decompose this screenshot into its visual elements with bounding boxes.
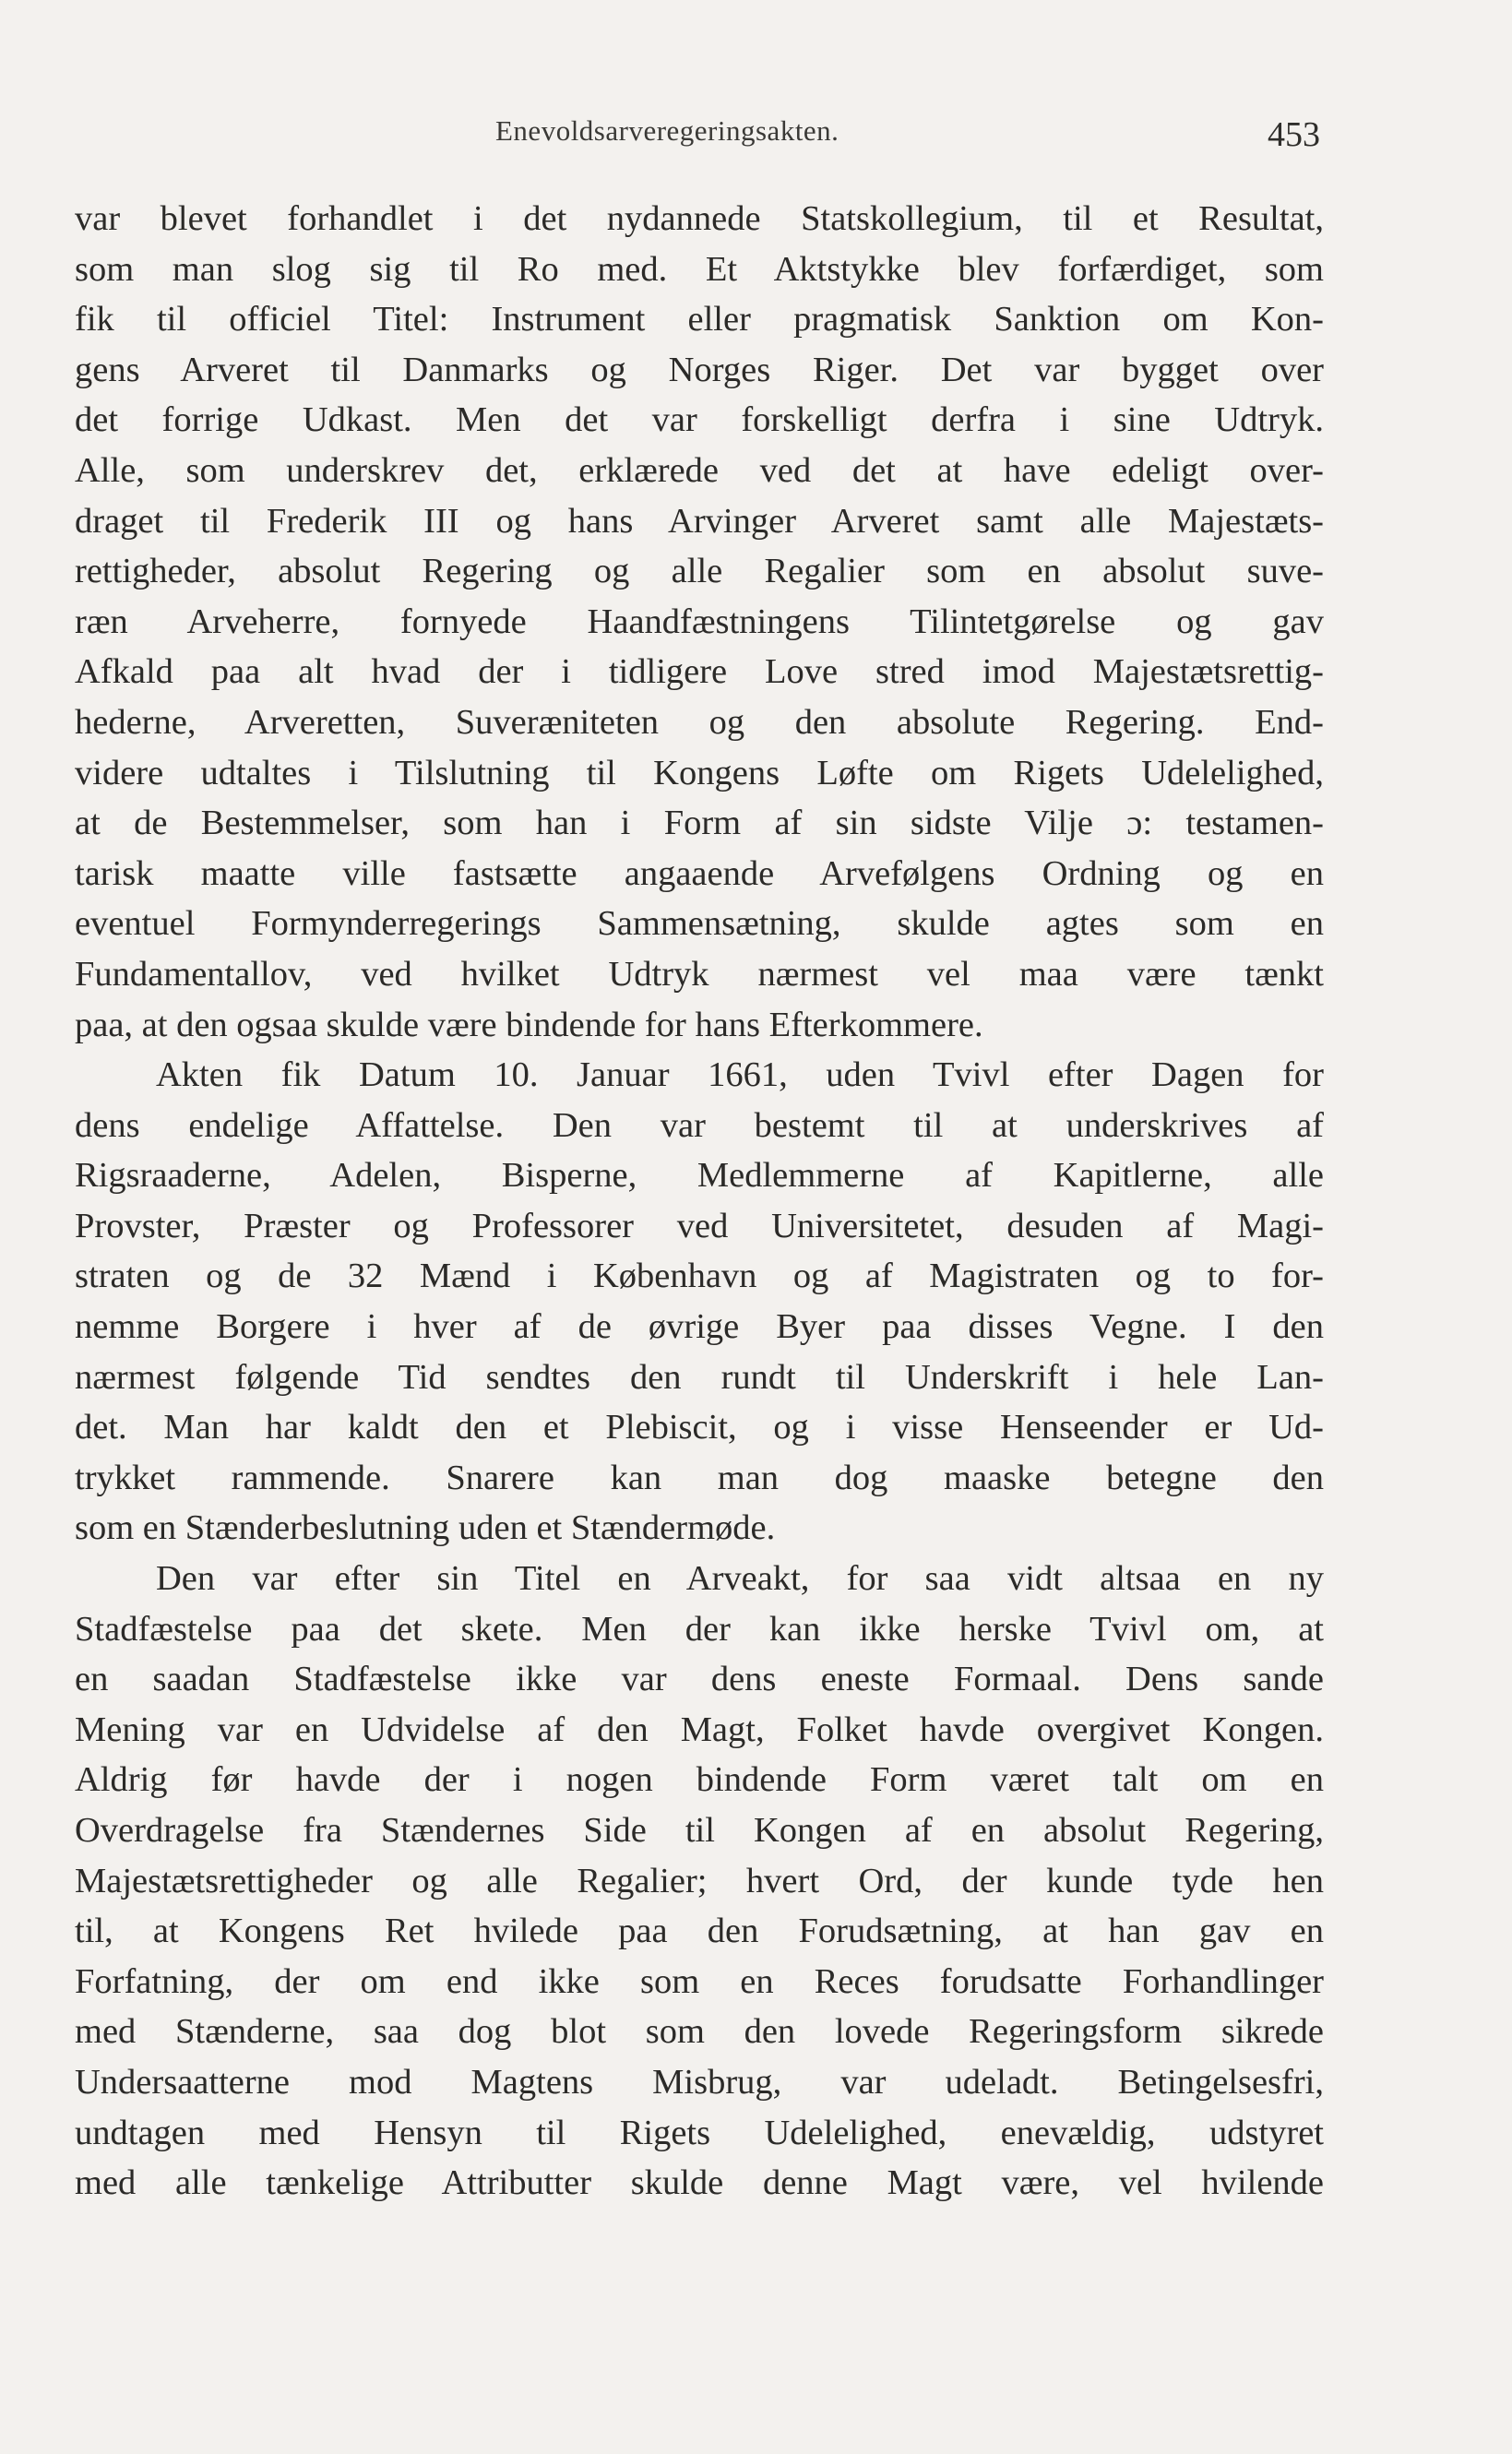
text-line: til, at Kongens Ret hvilede paa den Forudsætning, at han gav en [75,1912,1324,1951]
text-line: det forrige Udkast. Men det var forskelligt derfra i sine Udtryk. [75,400,1324,440]
text-line: paa, at den ogsaa skulde være bindende for hans Efterkommere. [75,1005,983,1044]
running-title: Enevoldsarveregeringsakten. [495,114,839,147]
text-line: gens Arveret til Danmarks og Norges Riger. Det var bygget over [75,350,1324,389]
text-line: Provster, Præster og Professorer ved Universitetet, desuden af Magi- [75,1206,1324,1245]
text-line: Majestætsrettigheder og alle Regalier; hvert Ord, der kunde tyde hen [75,1861,1324,1900]
text-line: trykket rammende. Snarere kan man dog maaske betegne den [75,1458,1324,1497]
text-line: dens endelige Affattelse. Den var bestemt til at underskrives af [75,1105,1324,1145]
text-line: Stadfæstelse paa det skete. Men der kan ikke herske Tvivl om, at [75,1609,1324,1649]
text-line: Forfatning, der om end ikke som en Reces forudsatte Forhandlinger [75,1961,1324,2001]
text-line: Undersaatterne mod Magtens Misbrug, var udeladt. Betingelsesfri, [75,2062,1324,2102]
text-line: med Stænderne, saa dog blot som den lovede Regeringsform sikrede [75,2012,1324,2052]
body-text [75,194,1324,2209]
text-line: videre udtaltes i Tilslutning til Kongens Løfte om Rigets Udelelighed, [75,753,1324,792]
text-line: en saadan Stadfæstelse ikke var dens eneste Formaal. Dens sande [75,1660,1324,1699]
text-line: Alle, som underskrev det, erklærede ved det at have edeligt over- [75,450,1324,490]
text-line: Afkald paa alt hvad der i tidligere Love stred imod Majestætsrettig- [75,652,1324,692]
text-line: som en Stænderbeslutning uden et Stændermøde. [75,1508,776,1548]
text-line: det. Man har kaldt den et Plebiscit, og i visse Henseender er Ud- [75,1408,1324,1447]
text-line: at de Bestemmelser, som han i Form af sin sidste Vilje ɔ: testamen- [75,804,1324,843]
text-line: var blevet forhandlet i det nydannede Statskollegium, til et Resultat, [75,199,1324,238]
text-line: straten og de 32 Mænd i København og af Magistraten og to for- [75,1257,1324,1296]
text-line: ræn Arveherre, fornyede Haandfæstningens Tilintetgørelse og gav [75,602,1324,641]
text-line: rettigheder, absolut Regering og alle Regalier som en absolut suve- [75,552,1324,591]
text-line: hederne, Arveretten, Suveræniteten og den absolute Regering. End- [75,702,1324,742]
text-line: Aldrig før havde der i nogen bindende Form været talt om en [75,1760,1324,1800]
text-line: eventuel Formynderregerings Sammensætning, skulde agtes som en [75,904,1324,944]
text-line: Overdragelse fra Stændernes Side til Kongen af en absolut Regering, [75,1811,1324,1850]
text-line: fik til officiel Titel: Instrument eller pragmatisk Sanktion om Kon- [75,300,1324,340]
text-line: tarisk maatte ville fastsætte angaaende Arvefølgens Ordning og en [75,853,1324,893]
text-line: Rigsraaderne, Adelen, Bisperne, Medlemmerne af Kapitlerne, alle [75,1156,1324,1196]
text-line: undtagen med Hensyn til Rigets Udelelighed, enevældig, udstyret [75,2113,1324,2152]
text-line: nemme Borgere i hver af de øvrige Byer paa disses Vegne. I den [75,1307,1324,1347]
page-number: 453 [1268,115,1320,154]
text-line: Mening var en Udvidelse af den Magt, Folket havde overgivet Kongen. [75,1709,1324,1749]
text-line: med alle tænkelige Attributter skulde denne Magt være, vel hvilende [75,2163,1324,2203]
text-line: draget til Frederik III og hans Arvinger Arveret samt alle Majestæts- [75,501,1324,541]
text-line: Fundamentallov, ved hvilket Udtryk nærmest vel maa være tænkt [75,954,1324,994]
text-line: nærmest følgende Tid sendtes den rundt til Underskrift i hele Lan- [75,1357,1324,1397]
paragraph-start-line: Den var efter sin Titel en Arveakt, for saa vidt altsaa en ny [156,1559,1324,1599]
paragraph-start-line: Akten fik Datum 10. Januar 1661, uden Tvivl efter Dagen for [156,1055,1324,1095]
text-line: som man slog sig til Ro med. Et Aktstykke blev forfærdiget, som [75,249,1324,289]
